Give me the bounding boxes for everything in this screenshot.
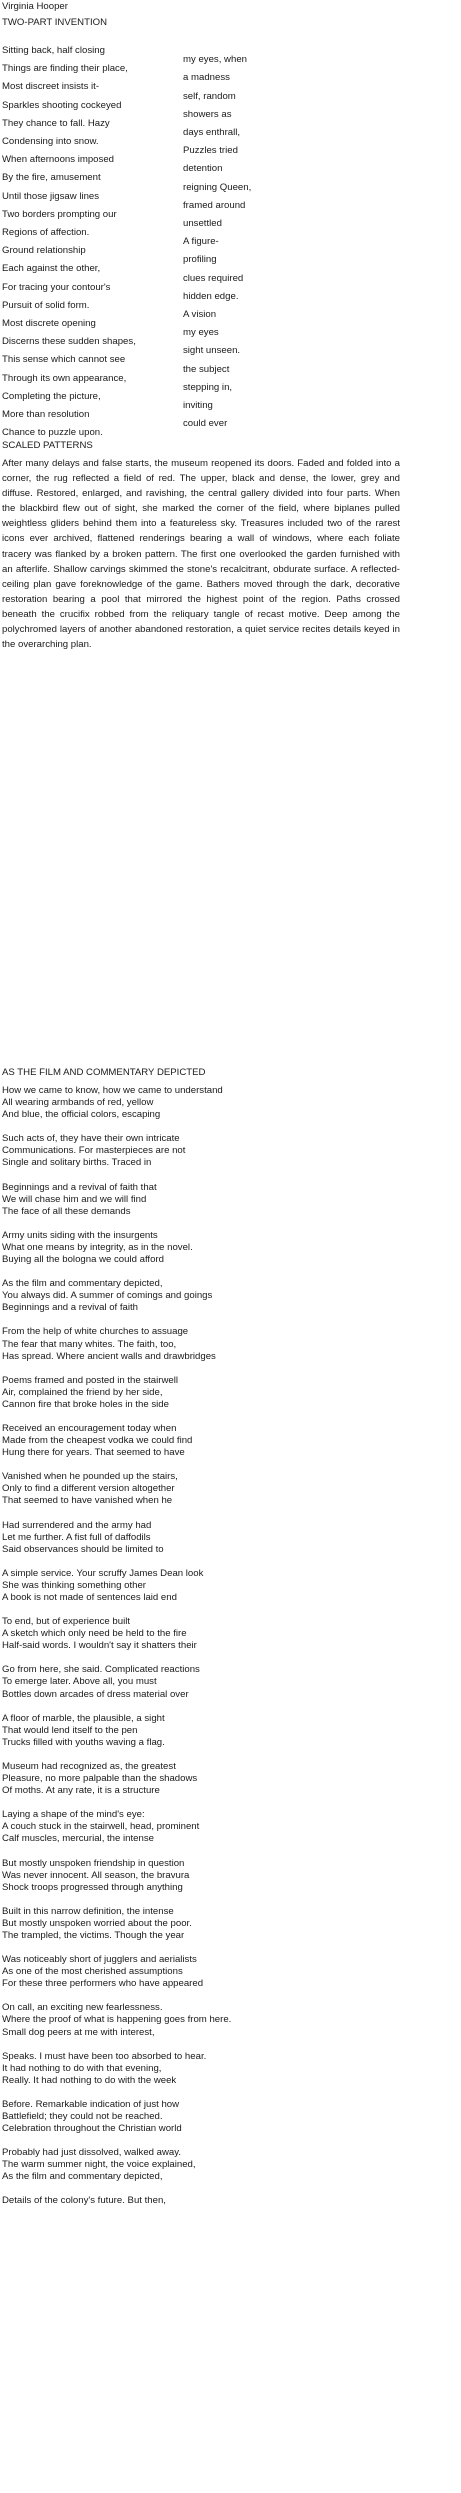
stanza-line: Air, complained the friend by her side, bbox=[2, 1386, 163, 1398]
stanza-line: Buying all the bologna we could afford bbox=[2, 1254, 164, 1266]
stanza-line: Trucks filled with youths waving a flag. bbox=[2, 1736, 165, 1748]
stanza-line: Beginnings and a revival of faith that bbox=[2, 1181, 157, 1193]
poem-left-line: Until those jigsaw lines bbox=[2, 190, 100, 202]
stanza-line: And blue, the official colors, escaping bbox=[2, 1109, 161, 1121]
poem-right-line: days enthrall, bbox=[183, 126, 241, 138]
stanza-line: Had surrendered and the army had bbox=[2, 1519, 152, 1531]
poem-left-line: Most discrete opening bbox=[2, 318, 96, 329]
stanza-line: It had nothing to do with that evening, bbox=[2, 2062, 162, 2074]
stanza-line: Was noticeably short of jugglers and aerialists bbox=[2, 1954, 197, 1966]
stanza-line: The fear that many whites. The faith, too, bbox=[2, 1338, 177, 1350]
stanza-line: On call, an exciting new fearlessness. bbox=[2, 2002, 163, 2014]
stanza-line: To end, but of experience built bbox=[2, 1616, 131, 1628]
poem-right-line: self, random bbox=[183, 90, 236, 102]
poem-left-line: Discerns these sudden shapes, bbox=[2, 336, 136, 348]
stanza-line: For these three performers who have appeared bbox=[2, 1978, 204, 1990]
poem-right-line: A figure- bbox=[183, 236, 219, 248]
scaled-patterns-paragraph: After many delays and false starts, the museum reopened its doors. Faded and folded into a corner, the rug reflected a field of red. The upper, black and dense, the lower, grey and diffuse. Restored, enlarged, and ravishing, the central gallery divided into four parts. When the blackbird flew out of sight, she marked the corner of the field, where biplanes pulled weightless gliders behind them into a featureless sky. Treasures included two of the rarest icons ever archived, flattened renderings bearing a wall of windows, where each foliate tracery was flanked by a broken pattern. The first one overlooked the garden furnished with an afterlife. Shallow carvings skimmed the stone's recalcitrant, obdurate surface. A reflected-ceiling plan gave foreknowledge of the game. Bathers moved through the dark, decorative restoration bearing a pool that mirrored the highest point of the region. Paths crossed beneath the crucifix robbed from the reliquary tangle of recast motive. Deep among the polychromed layers of another abandoned restoration, a quiet service recites details keyed in the overarching plan. bbox=[2, 458, 400, 651]
poem-right-line: hidden edge. bbox=[183, 290, 239, 302]
stanza-line: But mostly unspoken friendship in question bbox=[2, 1857, 185, 1869]
poem-left-line: Regions of affection. bbox=[2, 227, 90, 238]
poem-left-line: This sense which cannot see bbox=[2, 354, 126, 366]
stanza-line: Battlefield; they could not be reached. bbox=[2, 2111, 163, 2122]
stanza-line: Vanished when he pounded up the stairs, bbox=[2, 1471, 178, 1483]
stanza-line: Probably had just dissolved, walked away. bbox=[2, 2147, 182, 2159]
stanza-line: A book is not made of sentences laid end bbox=[2, 1592, 177, 1603]
poem-left-line: Sparkles shooting cockeyed bbox=[2, 99, 122, 111]
poem-right-line: a madness bbox=[183, 72, 230, 84]
poem-right-line: clues required bbox=[183, 272, 244, 284]
stanza bbox=[2, 2051, 422, 2087]
poem-right-line: inviting bbox=[183, 399, 213, 411]
stanza-line: Speaks. I must have been too absorbed to hear. bbox=[2, 2050, 207, 2062]
poem-right-line: my eyes bbox=[183, 327, 219, 339]
stanza-line: Army units siding with the insurgents bbox=[2, 1229, 158, 1241]
stanza-line: From the help of white churches to assuage bbox=[2, 1326, 189, 1338]
poem-left-line: More than resolution bbox=[2, 409, 90, 420]
stanza bbox=[2, 1520, 422, 1556]
stanza-line: Such acts of, they have their own intricate bbox=[2, 1133, 180, 1145]
poem-right-line: sight unseen. bbox=[183, 345, 241, 357]
stanza-line: A couch stuck in the stairwell, head, prominent bbox=[2, 1821, 200, 1833]
stanza bbox=[2, 2002, 422, 2038]
stanza-line: A sketch which only need be held to the fire bbox=[2, 1628, 187, 1640]
stanza bbox=[2, 1471, 422, 1507]
stanza bbox=[2, 1085, 422, 1121]
stanza-line: Made from the cheapest vodka we could find bbox=[2, 1435, 193, 1447]
stanza bbox=[2, 1664, 422, 1700]
stanza-line: Pleasure, no more palpable than the shadows bbox=[2, 1773, 198, 1785]
stanza bbox=[2, 1423, 422, 1459]
stanza-line: Bottles down arcades of dress material over bbox=[2, 1688, 189, 1700]
stanza bbox=[2, 2147, 422, 2183]
stanza-line: What one means by integrity, as in the novel. bbox=[2, 1241, 193, 1253]
poem-left-line: Each against the other, bbox=[2, 263, 101, 275]
poem-right-line: showers as bbox=[183, 108, 232, 120]
stanza bbox=[2, 1375, 422, 1411]
stanza bbox=[2, 1809, 422, 1845]
poem-left-line: By the fire, amusement bbox=[2, 172, 101, 184]
poem-right-line: Puzzles tried bbox=[183, 145, 238, 157]
stanza-line: Details of the colony's future. But then, bbox=[2, 2195, 166, 2207]
stanza bbox=[2, 1954, 422, 1990]
stanza bbox=[2, 1230, 422, 1266]
stanza-line: Shock troops progressed through anything bbox=[2, 1881, 183, 1893]
stanza-line: Celebration throughout the Christian world bbox=[2, 2123, 182, 2135]
poem-right-line: stepping in, bbox=[183, 381, 233, 393]
stanza-line: You always did. A summer of comings and goings bbox=[2, 1290, 213, 1302]
poem-left-line: When afternoons imposed bbox=[2, 154, 114, 166]
stanza-line: Received an encouragement today when bbox=[2, 1422, 177, 1434]
stanza-line: The face of all these demands bbox=[2, 1205, 131, 1217]
stanza-line: Go from here, she said. Complicated reactions bbox=[2, 1664, 200, 1676]
stanza-line: That seemed to have vanished when he bbox=[2, 1495, 173, 1507]
poem-right-line: could ever bbox=[183, 418, 228, 430]
stanza-line: All wearing armbands of red, yellow bbox=[2, 1097, 154, 1109]
stanza-line: The warm summer night, the voice explained, bbox=[2, 2159, 196, 2171]
stanza-line: How we came to know, how we came to understand bbox=[2, 1085, 223, 1096]
stanza-line: Museum had recognized as, the greatest bbox=[2, 1760, 176, 1772]
poem-left-line: Things are finding their place, bbox=[2, 63, 128, 75]
poem-left-line: Completing the picture, bbox=[2, 390, 101, 402]
stanza-line: Only to find a different version altogether bbox=[2, 1483, 175, 1495]
stanza-line: Cannon fire that broke holes in the side bbox=[2, 1398, 169, 1410]
poem-left-line: Chance to puzzle upon. bbox=[2, 427, 103, 439]
stanza bbox=[2, 1133, 422, 1169]
section-title-film-commentary: AS THE FILM AND COMMENTARY DEPICTED bbox=[2, 1067, 206, 1078]
stanza-line: Single and solitary births. Traced in bbox=[2, 1157, 152, 1169]
stanza-line: Half-said words. I wouldn't say it shatters their bbox=[2, 1640, 197, 1652]
stanza bbox=[2, 1326, 422, 1362]
stanza bbox=[2, 1713, 422, 1749]
stanza-line: That would lend itself to the pen bbox=[2, 1724, 138, 1736]
poem-right-line: reigning Queen, bbox=[183, 181, 252, 193]
stanza bbox=[2, 2195, 422, 2207]
stanza-line: Small dog peers at me with interest, bbox=[2, 2026, 155, 2038]
stanza-line: Communications. For masterpieces are not bbox=[2, 1145, 186, 1157]
stanza bbox=[2, 1761, 422, 1797]
stanza bbox=[2, 1858, 422, 1894]
stanza-line: A floor of marble, the plausible, a sight bbox=[2, 1712, 165, 1724]
section-title-two-part-invention: TWO-PART INVENTION bbox=[2, 17, 108, 28]
stanza-line: But mostly unspoken worried about the poor. bbox=[2, 1917, 192, 1929]
poem-right-line: profiling bbox=[183, 254, 217, 266]
stanza-line: Where the proof of what is happening goes from here. bbox=[2, 2014, 232, 2026]
stanza-line: Was never innocent. All season, the bravura bbox=[2, 1869, 190, 1881]
stanza-line: As one of the most cherished assumptions bbox=[2, 1966, 183, 1978]
stanza bbox=[2, 1278, 422, 1314]
stanza-line: As the film and commentary depicted, bbox=[2, 2171, 163, 2183]
poem-right-line: detention bbox=[183, 163, 223, 175]
poem-left-line: Sitting back, half closing bbox=[2, 45, 105, 56]
section-title-scaled-patterns: SCALED PATTERNS bbox=[2, 440, 93, 451]
poem-left-line: Condensing into snow. bbox=[2, 136, 99, 147]
stanza-line: Said observances should be limited to bbox=[2, 1543, 164, 1555]
stanza bbox=[2, 1906, 422, 1942]
stanza-line: As the film and commentary depicted, bbox=[2, 1278, 163, 1290]
stanza bbox=[2, 2099, 422, 2135]
stanza-line: Built in this narrow definition, the intense bbox=[2, 1905, 174, 1917]
poem-left-line: Two borders prompting our bbox=[2, 208, 117, 220]
poem-right-line: A vision bbox=[183, 308, 217, 320]
stanza-line: Before. Remarkable indication of just how bbox=[2, 2098, 180, 2110]
stanza-line: Hung there for years. That seemed to have bbox=[2, 1447, 185, 1459]
poem-right-line: unsettled bbox=[183, 217, 222, 229]
poem-left-line: Most discreet insists it- bbox=[2, 81, 100, 93]
stanza-line: Poems framed and posted in the stairwell bbox=[2, 1374, 178, 1386]
stanza-line: Laying a shape of the mind's eye: bbox=[2, 1809, 145, 1821]
stanza bbox=[2, 1182, 422, 1218]
stanza-line: Let me further. A fist full of daffodils bbox=[2, 1531, 151, 1543]
poem-left-line: Through its own appearance, bbox=[2, 372, 127, 384]
stanza-line: Beginnings and a revival of faith bbox=[2, 1302, 138, 1314]
stanza-line: She was thinking something other bbox=[2, 1579, 146, 1591]
stanza-line: The trampled, the victims. Though the year bbox=[2, 1929, 185, 1941]
poem-left-line: For tracing your contour's bbox=[2, 281, 111, 293]
stanza-line: We will chase him and we will find bbox=[2, 1193, 147, 1205]
stanza-line: Really. It had nothing to do with the week bbox=[2, 2074, 177, 2086]
poem-right-line: the subject bbox=[183, 363, 230, 375]
poem-left-line: Pursuit of solid form. bbox=[2, 299, 90, 311]
poem-left-line: They chance to fall. Hazy bbox=[2, 117, 110, 129]
poem-right-line: framed around bbox=[183, 199, 246, 211]
poem-left-line: Ground relationship bbox=[2, 245, 86, 257]
film-commentary-poem bbox=[2, 1085, 422, 2220]
stanza-line: Calf muscles, mercurial, the intense bbox=[2, 1833, 154, 1845]
stanza-line: Of moths. At any rate, it is a structure bbox=[2, 1785, 160, 1797]
poem-right-line: my eyes, when bbox=[183, 54, 247, 66]
stanza-line: Has spread. Where ancient walls and drawbridges bbox=[2, 1350, 216, 1362]
stanza-line: To emerge later. Above all, you must bbox=[2, 1676, 157, 1688]
stanza bbox=[2, 1616, 422, 1652]
stanza-line: A simple service. Your scruffy James Dean look bbox=[2, 1567, 204, 1579]
author-name: Virginia Hooper bbox=[2, 1, 68, 12]
stanza bbox=[2, 1568, 422, 1604]
